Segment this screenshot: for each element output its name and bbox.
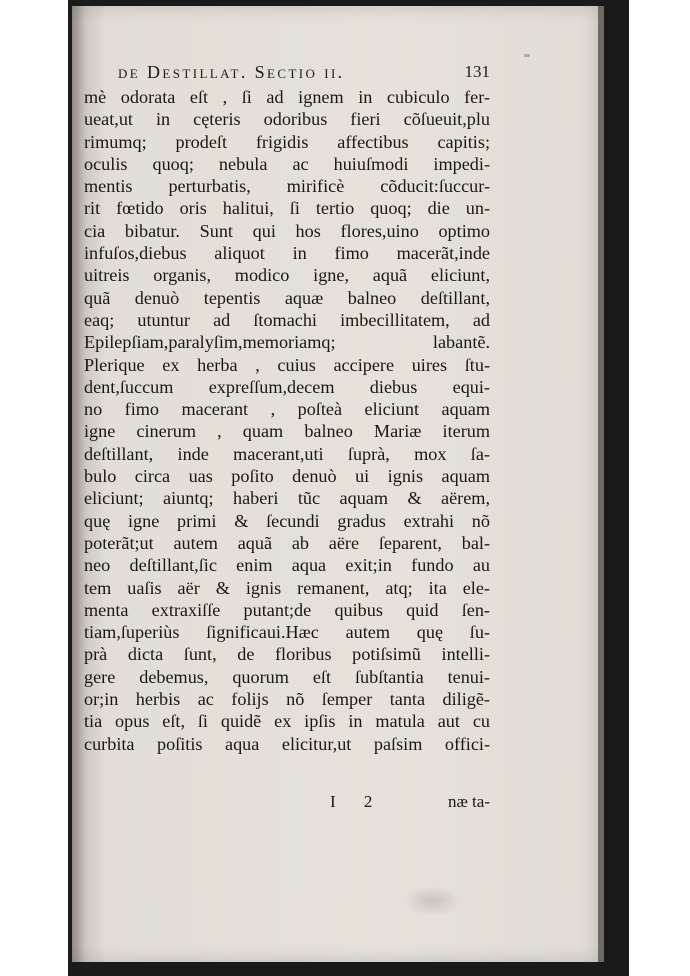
text-line: oculis quoq; nebula ac huiuſmodi impedi- bbox=[84, 153, 490, 174]
text-line: rimumq; prodeſt frigidis affectibus capitis; bbox=[84, 131, 490, 152]
text-line: rit fœtido oris halitui, ſi tertio quoq; die un- bbox=[84, 198, 490, 219]
text-line: cia bibatur. Sunt qui hos flores,uino optimo bbox=[84, 220, 490, 241]
text-line: quę igne primi & ſecundi gradus extrahi nõ bbox=[84, 510, 490, 531]
text-line: mè odorata eſt , ſi ad ignem in cubiculo fer- bbox=[84, 87, 490, 107]
body-text bbox=[84, 86, 490, 755]
text-line: ueat,ut in cęteris odoribus fieri cõſueuit,plu bbox=[84, 109, 490, 130]
text-line: Epilepſiam,paralyſim,memoriamq; labantẽ. bbox=[84, 332, 490, 353]
text-line: tia opus eſt, ſi quidẽ ex ipſis in matula aut cu bbox=[84, 711, 490, 732]
text-line: menta extraxiſſe putant;de quibus quid ſen- bbox=[84, 599, 490, 620]
text-line: dent,ſuccum expreſſum,decem diebus equi- bbox=[84, 376, 490, 397]
text-line: tiam,ſuperiùs ſignificaui.Hæc autem quę ſu- bbox=[84, 622, 490, 643]
text-line: prà dicta ſunt, de floribus potiſsimũ intelli- bbox=[84, 644, 490, 665]
text-line: bulo circa uas poſito denuò ui ignis aquam bbox=[84, 466, 490, 487]
text-line: eaq; utuntur ad ſtomachi imbecillitatem, ad bbox=[84, 309, 490, 330]
text-line: or;in herbis ac folijs nõ ſemper tanta diligẽ- bbox=[84, 689, 490, 710]
text-line: eliciunt; aiuntq; haberi tũc aquam & aërem, bbox=[84, 488, 490, 509]
text-line: poterãt;ut autem aquã ab aëre ſeparent, bal- bbox=[84, 532, 490, 553]
page-header bbox=[118, 62, 490, 84]
text-line: uitreis organis, modico igne, aquã eliciunt, bbox=[84, 265, 490, 286]
page-footer bbox=[330, 792, 490, 812]
ink-showthrough bbox=[402, 886, 462, 916]
text-line: curbita poſitis aqua elicitur,ut paſsim offici- bbox=[84, 733, 490, 754]
text-line: gere debemus, quorum eſt ſubſtantia tenui- bbox=[84, 666, 490, 687]
text-line: infuſos,diebus aliquot in fimo macerãt,inde bbox=[84, 243, 490, 264]
text-line: neo deſtillant,ſic enim aqua exit;in fundo au bbox=[84, 555, 490, 576]
catchword: næ ta- bbox=[447, 792, 490, 811]
text-line: no fimo macerant , poſteà eliciunt aquam bbox=[84, 399, 490, 420]
page-edge bbox=[598, 6, 604, 962]
text-line: quã denuò tepentis aquæ balneo deſtillant, bbox=[84, 287, 490, 308]
text-line: tem uaſis aër & ignis remanent, atq; ita ele- bbox=[84, 577, 490, 598]
running-title: de Destillat. Sectio ii. bbox=[118, 62, 345, 82]
text-line: igne cinerum , quam balneo Mariæ iterum bbox=[84, 421, 490, 442]
page-number: 131 bbox=[464, 62, 490, 81]
signature-mark: I 2 bbox=[330, 792, 385, 811]
text-line: deſtillant, inde macerant,uti ſuprà, mox ſa- bbox=[84, 443, 490, 464]
text-line: mentis perturbatis, mirificè cõducit:ſuccur- bbox=[84, 176, 490, 197]
paper-speck bbox=[524, 54, 530, 57]
text-line: Plerique ex herba , cuius accipere uires ſtu- bbox=[84, 354, 490, 375]
